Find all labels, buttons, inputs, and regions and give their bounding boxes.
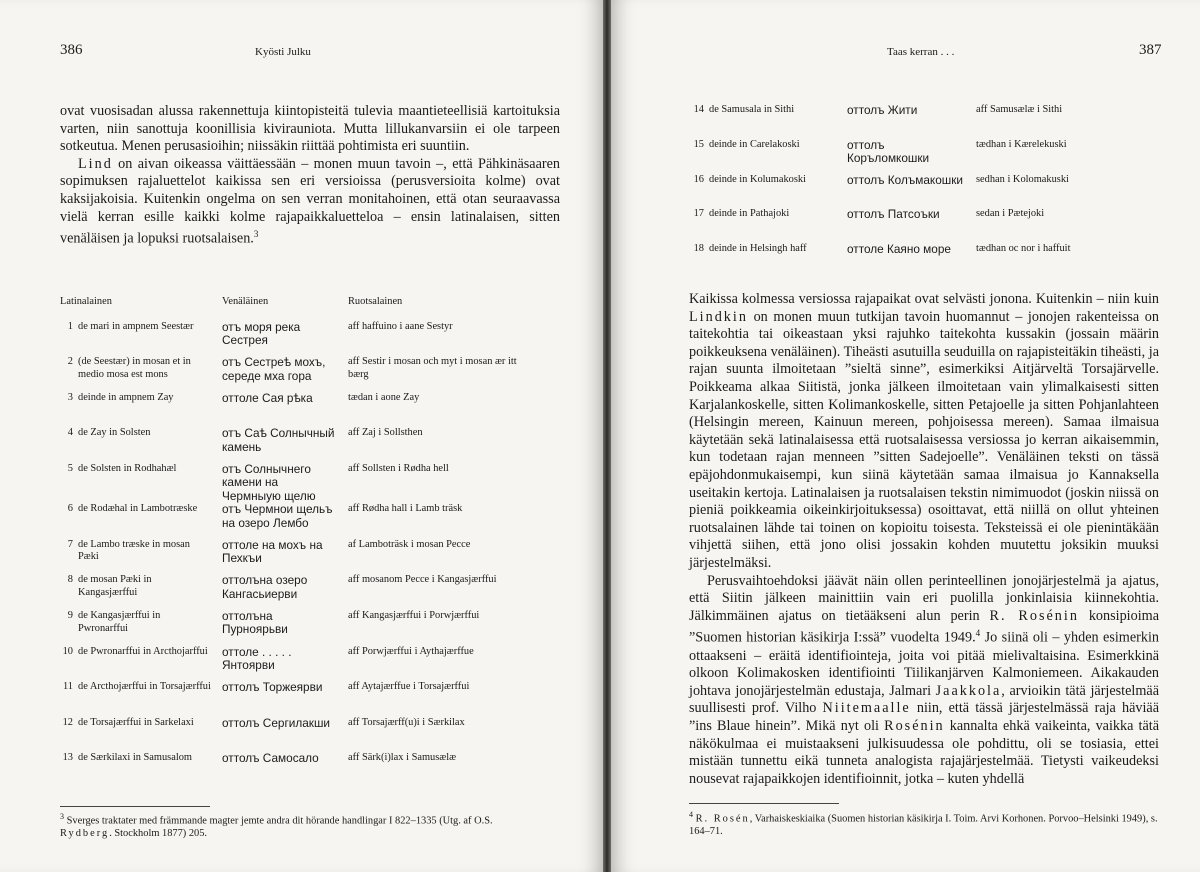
russian-cell: оттолъ Торжеярви bbox=[222, 680, 323, 695]
latin-cell bbox=[60, 392, 222, 405]
table-row bbox=[60, 752, 530, 788]
author-name: Jaakkola bbox=[935, 682, 1002, 699]
russian-cell: отъ Чермнои щельъ на озеро Лембо bbox=[222, 502, 333, 530]
table-row bbox=[60, 356, 530, 392]
author-name: Lindkin bbox=[689, 308, 748, 325]
swedish-cell: aff Särk(i)lax i Samusælæ bbox=[348, 752, 457, 764]
russian-cell: оттолъ Жити bbox=[847, 103, 918, 117]
author-name: Rydberg bbox=[60, 828, 110, 840]
latin-text: deinde in ampnem Zay bbox=[78, 391, 174, 403]
page-number-right: 387 bbox=[1139, 42, 1162, 58]
latin-text: de Zay in Solsten bbox=[78, 427, 151, 439]
table-body bbox=[691, 104, 1161, 278]
column-header-russian: Venäläinen bbox=[222, 296, 269, 307]
row-number: 2 bbox=[67, 356, 73, 368]
footnote-ref: 3 bbox=[253, 229, 259, 240]
latin-text: de Kangasjærffui in Pwronarffui bbox=[78, 609, 161, 634]
russian-cell: оттолъна Пурноярьви bbox=[222, 608, 288, 637]
latin-cell bbox=[60, 427, 222, 440]
row-number: 11 bbox=[62, 681, 73, 693]
page-number-left: 386 bbox=[60, 42, 83, 58]
paragraph: ovat vuosisadan alussa rakennettuja kiintopisteitä tulevia maantieteellisiä kartoituksia varten, niin sanottuja koonillisia kivirauniota. Mutta lillukanvarsiin ei ole tarpeen sotkeutua. Menen perusasioihin; niissäkin riittää pohtimista eri suuntiin. bbox=[60, 103, 560, 155]
latin-cell bbox=[60, 681, 222, 694]
author-name: Rosénin bbox=[884, 717, 945, 734]
row-number: 4 bbox=[67, 427, 73, 439]
table-row bbox=[691, 208, 1161, 243]
swedish-cell: aff haffuino i aane Sestyr bbox=[348, 320, 453, 332]
latin-cell bbox=[60, 503, 222, 516]
latin-cell bbox=[60, 539, 222, 564]
latin-cell bbox=[60, 610, 222, 635]
swedish-cell: aff Rødha hall i Lamb träsk bbox=[348, 503, 463, 515]
author-name: Niitemaalle bbox=[822, 700, 911, 717]
swedish-cell: tædhan i Kærelekuski bbox=[976, 138, 1067, 150]
russian-cell: оттолъ Колъмакошки bbox=[847, 172, 963, 187]
table-header-row bbox=[60, 296, 530, 321]
table-row bbox=[60, 646, 530, 682]
row-number: 10 bbox=[62, 645, 73, 657]
running-head-right: Taas kerran . . . bbox=[887, 46, 955, 58]
latin-cell bbox=[60, 717, 222, 730]
table-row bbox=[60, 574, 530, 610]
table-row bbox=[60, 463, 530, 503]
row-number: 9 bbox=[67, 609, 73, 621]
russian-cell: оттолъ Сергилакши bbox=[222, 715, 331, 730]
latin-cell bbox=[691, 243, 847, 256]
swedish-cell: aff Sollsten i Rødha hell bbox=[348, 462, 449, 474]
table-row bbox=[60, 321, 530, 357]
footnote-left: $^3$ Sverges traktater med främmande magter jemte andra dit hörande handlingar I 822–1335 (Utg. af O.S. Rydberg. Stockholm 1877) 205. bbox=[60, 812, 493, 840]
latin-cell bbox=[60, 646, 222, 659]
latin-text: de Særkilaxi in Samusalom bbox=[78, 752, 193, 764]
latin-text: de Solsten in Rodhahæl bbox=[78, 462, 177, 474]
row-number: 5 bbox=[67, 462, 73, 474]
table-row bbox=[60, 503, 530, 539]
swedish-cell: af Lamboträsk i mosan Pecce bbox=[348, 538, 471, 550]
table-body bbox=[60, 321, 530, 788]
russian-cell: оттоле Каяно море bbox=[847, 242, 951, 257]
latin-text: de mosan Pæki in Kangasjærffui bbox=[78, 574, 152, 598]
table-row bbox=[60, 681, 530, 717]
row-number: 15 bbox=[693, 138, 704, 150]
footnote-ref: 4 bbox=[975, 628, 981, 639]
swedish-cell: aff mosanom Pecce i Kangasjærffui bbox=[348, 574, 497, 586]
russian-cell: оттоле . . . . . Янтоярви bbox=[222, 644, 292, 672]
table-row bbox=[60, 610, 530, 646]
right-page bbox=[611, 0, 1200, 872]
latin-text: de Torsajærffui in Sarkelaxi bbox=[78, 716, 194, 728]
table-row bbox=[691, 174, 1161, 209]
footnote-rule bbox=[60, 806, 210, 807]
table-row bbox=[60, 539, 530, 575]
latin-text: deinde in Carelakoski bbox=[709, 138, 800, 150]
table-row bbox=[60, 717, 530, 753]
table-row bbox=[691, 243, 1161, 278]
book-gutter bbox=[603, 0, 611, 872]
boundary-table-right bbox=[691, 104, 1161, 278]
author-name: Lind bbox=[78, 155, 113, 172]
swedish-cell: sedan i Pætejoki bbox=[976, 208, 1045, 220]
latin-cell bbox=[60, 356, 222, 381]
swedish-cell: aff Porwjærffui i Aythajærffue bbox=[348, 645, 474, 657]
latin-text: de Samusala in Sithi bbox=[709, 104, 795, 115]
latin-cell bbox=[60, 321, 222, 334]
row-number: 6 bbox=[67, 503, 73, 515]
latin-text: de Arcthojærffui in Torsajærffui bbox=[78, 681, 211, 693]
author-name: R. Rosén bbox=[695, 813, 750, 825]
swedish-cell: aff Kangasjærffui i Porwjærffui bbox=[348, 609, 480, 621]
latin-text: de Rodæhal in Lambotræske bbox=[78, 503, 198, 515]
row-number: 14 bbox=[693, 104, 704, 115]
table-row bbox=[691, 139, 1161, 174]
latin-text: deinde in Kolumakoski bbox=[709, 173, 806, 185]
latin-text: de mari in ampnem Seestær bbox=[78, 320, 194, 332]
row-number: 12 bbox=[62, 716, 73, 728]
row-number: 7 bbox=[67, 538, 73, 550]
row-number: 18 bbox=[693, 243, 704, 255]
row-number: 3 bbox=[67, 391, 73, 403]
latin-cell bbox=[60, 752, 222, 765]
latin-cell bbox=[60, 463, 222, 476]
boundary-table-left bbox=[60, 296, 530, 788]
latin-cell bbox=[691, 104, 847, 117]
russian-cell: отъ Саѣ Солнычный камень bbox=[222, 426, 335, 454]
swedish-cell: aff Samusælæ i Sithi bbox=[976, 104, 1063, 115]
latin-cell bbox=[691, 208, 847, 221]
column-header-latin: Latinalainen bbox=[60, 296, 112, 307]
table-row bbox=[60, 427, 530, 463]
swedish-cell: aff Zaj i Sollsthen bbox=[348, 427, 423, 439]
paragraph: Perusvaihtoehdoksi jäävät näin ollen perinteellinen jonojärjestelmä ja ajatus, että Siitin jälkeen mainittiin vain eri puolilla jonkinlaisia kiinnekohtia. Jälkimmäinen ajatus on tietääkseni alun perin R. Rosénin konsipioima ”Suomen historian käsikirja I:ssä” vuodelta 1949.$^4$ Jo siinä oli – yhden esimerkin ottaakseni – eräitä identifiointeja, joita voi pitää mielivaltaisina. Esimerkkinä olkoon Kolimakosken identifiointi Tiilikanjärven Kalmoniemeen. Aikakauden johtava jonojärjestelmän edustaja, Jalmari Jaakkola, arvioikin tätä järjestelmää suullisesti prof. Vilho Niitemaalle niin, että tässä järjestelmässä raja häviää ”ins Blaue hinein”. Mikä nyt oli Rosénin kannalta ehkä vaikeinta, vaikka tätä näkökulmaa ei muistaakseni julkisuudessa ole pohdittu, oli se tosiasia, ettei mistään tunnettu eikä tunneta analogista rajajärjestelmää. Tietysti vaikeudeksi nousevat rajapaikkojen identifioinnit, jotka – kuten yhdellä bbox=[689, 572, 1159, 787]
latin-cell bbox=[691, 174, 847, 187]
footnote-right: $^4$ R. Rosén, Varhaiskeskiaika (Suomen historian käsikirja I. Toim. Arvi Korhonen. Porvoo–Helsinki 1949), s. 164–71. bbox=[689, 810, 1158, 838]
swedish-cell: tædhan oc nor i haffuit bbox=[976, 243, 1071, 255]
column-header-swedish: Ruotsalainen bbox=[348, 296, 403, 307]
latin-text: (de Seestær) in mosan et in medio mosa est mons bbox=[78, 356, 191, 380]
swedish-cell: sedhan i Kolomakuski bbox=[976, 173, 1069, 185]
latin-cell bbox=[691, 139, 847, 152]
running-head-left: Kyösti Julku bbox=[255, 46, 311, 58]
latin-text: de Pwronarffui in Arcthojarffui bbox=[78, 645, 208, 657]
russian-cell: оттоле на мохъ на Пехкъи bbox=[222, 537, 323, 566]
author-name: R. Rosénin bbox=[989, 607, 1079, 624]
russian-cell: оттолъ Патсоъки bbox=[847, 207, 940, 222]
table-row bbox=[691, 104, 1161, 139]
row-number: 16 bbox=[693, 173, 704, 185]
row-number: 1 bbox=[67, 320, 73, 332]
latin-cell bbox=[60, 574, 222, 599]
paragraph: Kaikissa kolmessa versiossa rajapaikat ovat selvästi jonona. Kuitenkin – niin kuin Lindkin on monen muun tutkijan tavoin huomannut – jonojen rakenteissa on taitekohtia tai oikeastaan yksi rajuhko taitekohta kussakin (jossain määrin poikkeuksena venäläinen). Tiheästi asutuilla seuduilla on rajapisteitäkin tiheästi, ja rajan suunta ilmoitetaan ”sieltä sinne”, esimerkiksi Aitjärveltä Torsajärvelle. Poikkeama alkaa Siitistä, jonka jälkeen ilmoitetaan vain ylimalkaisesti sitten Karjalankoskelle, sitten Kolimankoskelle, sitten Petajoelle ja sitten Pohjanlahteen (Helsingin mereen, Kainuun mereen, pohjoisessa mereen). Samaa ilmaisua käytetään sekä latinalaisessa että ruotsalaisessa versiossa jo kerran aikaisemmin, kun todetaan rajan menneen ”sitten Sadejoelle”. Venäläinen teksti on tässä epäjohdonmukaisempi, kun siinä käytetään samaa ilmaisua jo Kannaksella useitakin kertoja. Latinalaisen ja ruotsalaisen tekstin nimimuodot (joskin niissä on pieniä poikkeamia oikeinkirjoituksessa) osoittavat, että niillä on ollut yhteinen ruotsalainen lähde tai toinen on kopioitu toisesta. Teksteissä ei ole pienintäkään vihjettä siihen, että jono olisi jossakin kohden muutettu joksikin muuksi järjestelmäksi. bbox=[689, 291, 1159, 571]
russian-cell: оттолъна озеро Кангасьиерви bbox=[222, 573, 308, 601]
russian-cell: отъ моря река Сестрея bbox=[222, 319, 301, 347]
russian-cell: оттолъ Коръломкошки bbox=[847, 137, 930, 166]
swedish-cell: aff Sestir i mosan och myt i mosan ær itt bærg bbox=[348, 356, 517, 380]
row-number: 8 bbox=[67, 574, 73, 586]
latin-text: de Lambo træske in mosan Pæki bbox=[78, 538, 190, 563]
paragraph: Lind on aivan oikeassa väittäessään – monen muun tavoin –, että Pähkinäsaaren sopimuksen rajaluettelot kaikissa sen eri versioissa (perusversioita kolme) ovat kaksijakoisia. Kuitenkin ongelma on sen verran monitahoinen, että otan seuraavassa vielä kerran esille kaikki kolme rajapaikkaluetteloa – ensin latinalaisen, sitten venäläisen ja lopuksi ruotsalaisen.$^3$ bbox=[60, 155, 560, 247]
latin-text: deinde in Pathajoki bbox=[709, 208, 790, 220]
row-number: 17 bbox=[693, 208, 704, 220]
left-body-text bbox=[60, 103, 560, 248]
swedish-cell: aff Torsajærff(u)i i Særkilax bbox=[348, 716, 465, 728]
row-number: 13 bbox=[62, 752, 73, 764]
russian-cell: отъ Солнычнего камени на Чермныую щелю bbox=[222, 461, 316, 503]
russian-cell: оттоле Сая рѣка bbox=[222, 390, 313, 405]
footnote-rule bbox=[689, 803, 839, 804]
table-row bbox=[60, 392, 530, 428]
latin-text: deinde in Helsingh haff bbox=[709, 243, 807, 255]
russian-cell: оттолъ Самосало bbox=[222, 751, 319, 766]
swedish-cell: aff Aytajærffue i Torsajærffui bbox=[348, 681, 470, 693]
russian-cell: отъ Сестреѣ мохъ, середе мха гора bbox=[222, 355, 326, 383]
right-body-text bbox=[689, 291, 1159, 788]
swedish-cell: tædan i aone Zay bbox=[348, 391, 420, 403]
